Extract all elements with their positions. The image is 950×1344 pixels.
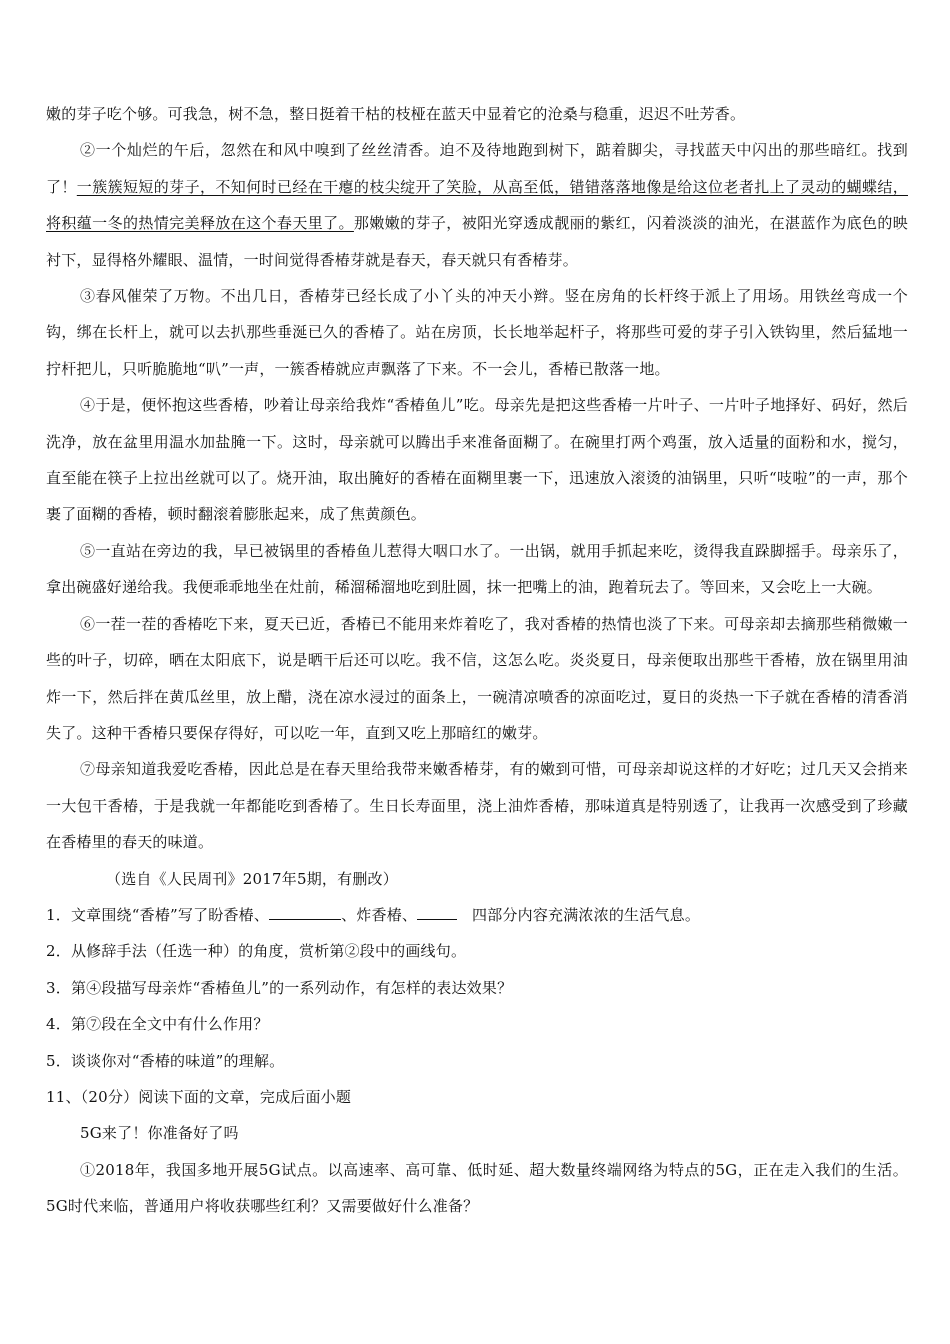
- paragraph-2-text-b: 那嫩嫩的芽子，被阳光穿透成靓丽的紫红，闪着淡淡的油光，在湛蓝作为底色的映衬下，显得格外耀眼、温情，一时间觉得香椿芽就是春天，春天就只有香椿芽。: [46, 214, 908, 269]
- document-page: [46, 96, 908, 1225]
- source-citation: （选自《人民周刊》2017年5期，有删改）: [106, 869, 398, 888]
- paragraph-intro: 嫩的芽子吃个够。可我急，树不急，整日挺着干枯的枝桠在蓝天中显着它的沧桑与稳重，迟迟不吐芳香。: [46, 105, 746, 123]
- question-4: 4．第⑦段在全文中有什么作用？: [46, 1015, 269, 1034]
- question-3: 3．第④段描写母亲炸“香椿鱼儿”的一系列动作，有怎样的表达效果？: [46, 978, 513, 997]
- underlined-sentence: 一簇簇短短的芽子，不知何时已经在干瘪的枝尖绽开了笑脸，从高至低，错错落落地像是给这位老者扎上了灵动的蝴蝶结，将积蕴一冬的热情完美释放在这个春天里了。: [46, 177, 908, 233]
- question-1-text-a: 1．文章围绕“香椿”写了盼香椿、: [46, 905, 270, 924]
- question-1-text-c: 四部分内容充满浓浓的生活气息。: [472, 905, 701, 924]
- paragraph-2-text-a: ②一个灿烂的午后，忽然在和风中嗅到了丝丝清香。迫不及待地跑到树下，踮着脚尖，寻找蓝天中闪出的那些暗红。找到了！: [46, 141, 908, 196]
- answer-blank-1[interactable]: [269, 902, 341, 920]
- paragraph-5: ⑤一直站在旁边的我，早已被锅里的香椿鱼儿惹得大咽口水了。一出锅，就用手抓起来吃，烫得我直跺脚摇手。母亲乐了，拿出碗盛好递给我。我便乖乖地坐在灶前，稀溜稀溜地吃到肚圆，抹一把嘴上的油，跑着玩去了。等回来，又会吃上一大碗。: [46, 541, 908, 597]
- paragraph-7: ⑦母亲知道我爱吃香椿，因此总是在春天里给我带来嫩香椿芽，有的嫩到可惜，可母亲却说这样的才好吃；过几天又会捎来一大包干香椿，于是我就一年都能吃到香椿了。生日长寿面里，浇上油炸香椿，那味道真是特别透了，让我再一次感受到了珍藏在香椿里的春天的味道。: [46, 760, 908, 852]
- paragraph-4: ④于是，便怀抱这些香椿，吵着让母亲给我炸“香椿鱼儿”吃。母亲先是把这些香椿一片叶子、一片叶子地择好、码好，然后洗净，放在盆里用温水加盐腌一下。这时，母亲就可以腾出手来准备面糊了。在碗里打两个鸡蛋，放入适量的面粉和水，搅匀，直至能在筷子上拉出丝就可以了。烧开油，取出腌好的香椿在面糊里裹一下，迅速放入滚烫的油锅里，只听“吱啦”的一声，那个裹了面糊的香椿，顿时翻滚着膨胀起来，成了焦黄颜色。: [46, 396, 908, 524]
- section-11-paragraph-1: ①2018年，我国多地开展5G试点。以高速率、高可靠、低时延、超大数量终端网络为特点的5G，正在走入我们的生活。5G时代来临，普通用户将收获哪些红利？又需要做好什么准备？: [46, 1160, 908, 1216]
- question-1-text-b: 、炸香椿、: [341, 905, 418, 924]
- paragraph-3: ③春风催荣了万物。不出几日，香椿芽已经长成了小丫头的冲天小辫。竖在房角的长杆终于派上了用场。用铁丝弯成一个钩，绑在长杆上，就可以去扒那些垂涎已久的香椿了。站在房顶，长长地举起杆子，将那些可爱的芽子引入铁钩里，然后猛地一拧杆把儿，只听脆脆地“叭”一声，一簇香椿就应声飘落了下来。不一会儿，香椿已散落一地。: [46, 287, 908, 378]
- question-1: [46, 897, 908, 933]
- paragraph-6: ⑥一茬一茬的香椿吃下来，夏天已近，香椿已不能用来炸着吃了，我对香椿的热情也淡了下来。可母亲却去摘那些稍微嫩一些的叶子，切碎，晒在太阳底下，说是晒干后还可以吃。我不信，这怎么吃。炎炎夏日，母亲便取出那些干香椿，放在锅里用油炸一下，然后拌在黄瓜丝里，放上醋，浇在凉水浸过的面条上，一碗清凉喷香的凉面吃过，夏日的炎热一下子就在香椿的清香消失了。这种干香椿只要保存得好，可以吃一年，直到又吃上那暗红的嫩芽。: [46, 614, 908, 742]
- article-title: 5G来了！你准备好了吗: [80, 1124, 239, 1143]
- question-5: 5．谈谈你对“香椿的味道”的理解。: [46, 1051, 285, 1070]
- answer-blank-2[interactable]: [417, 902, 457, 920]
- paragraph-2: [46, 132, 908, 278]
- section-11-heading: 11、（20分）阅读下面的文章，完成后面小题: [46, 1087, 352, 1106]
- question-2: 2．从修辞手法（任选一种）的角度，赏析第②段中的画线句。: [46, 942, 467, 961]
